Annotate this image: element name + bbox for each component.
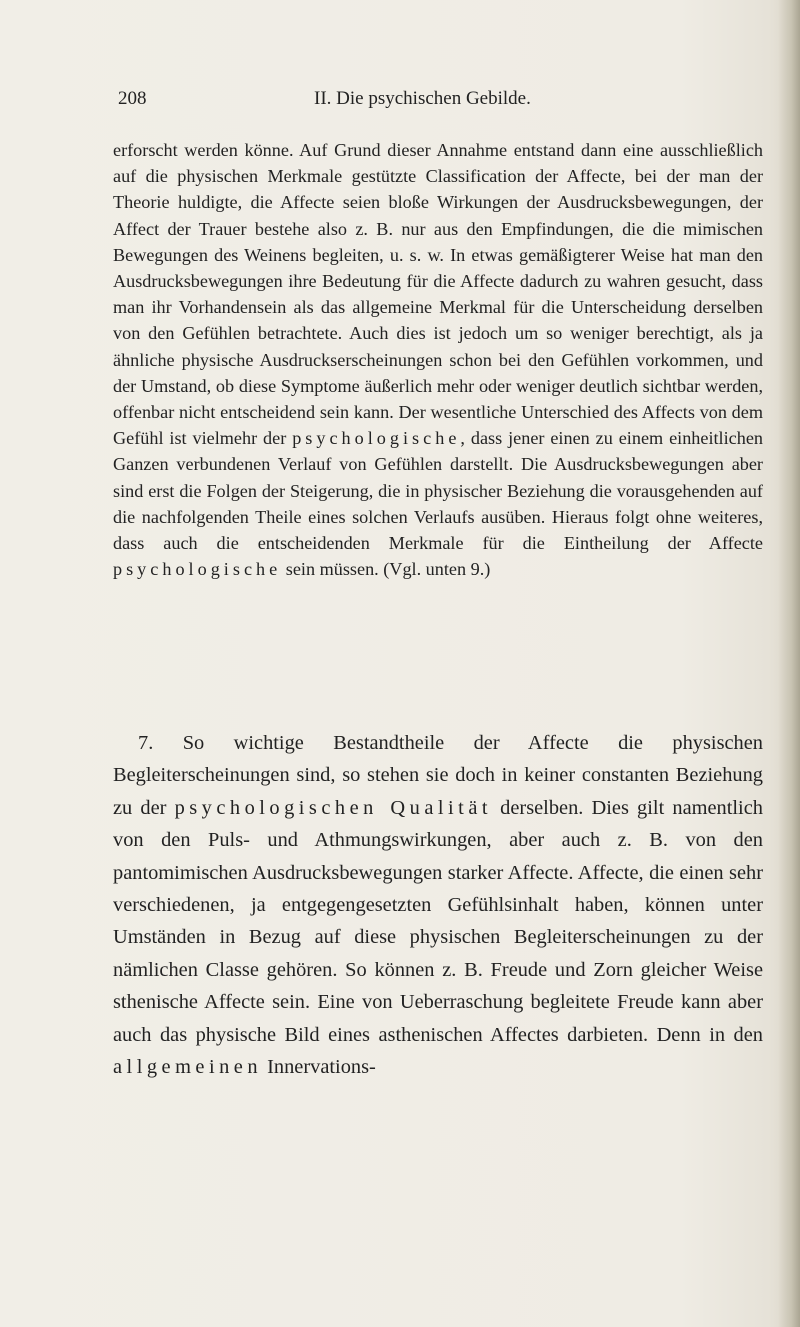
paragraph-1-emphasis-b: psychologische (113, 559, 282, 580)
page-edge-shadow (778, 0, 800, 1327)
page-header (118, 88, 758, 118)
paragraph-1 (113, 137, 763, 582)
paragraph-1-text-c: sein müssen. (Vgl. unten 9.) (285, 559, 491, 580)
paragraph-2 (113, 727, 763, 1083)
page-number: 208 (118, 88, 147, 109)
paragraph-2-emphasis-a: psychologischen Qualität (174, 796, 493, 819)
paragraph-2-text-a: 7. So wichtige Bestandtheile der Affecte die physischen Begleiterscheinungen sind, so stehen sie doch in keiner constanten Beziehung zu der (113, 732, 763, 819)
paragraph-1-text-b: , dass jener einen zu einem einheitlichen Ganzen verbundenen Verlauf von Gefühlen darstellt. Die Ausdrucksbewegungen aber sind erst die Folgen der Steigerung, die in physischer Beziehung die vorausgehenden auf die nachfolgenden Theile eines solchen Verlaufs ausüben. Hieraus folgt ohne weiteres, dass auch die entscheidenden Merkmale für die Eintheilung der Affecte (113, 428, 764, 554)
running-title: II. Die psychischen Gebilde. (314, 88, 531, 109)
paragraph-2-text-b: derselben. Dies gilt namentlich von den Puls- und Athmungswirkungen, aber auch z. B. von den pantomimischen Ausdrucksbewegungen starker Affecte. Affecte, die einen sehr verschiedenen, ja entgegengesetzten Gefühlsinhalt haben, können unter Umständen in Bezug auf diese physischen Begleiterscheinungen zu der nämlichen Classe gehören. So können z. B. Freude und Zorn gleicher Weise sthenische Affecte sein. Eine von Ueberraschung begleitete Freude kann aber auch das physische Bild eines asthenischen Affectes darbieten. Denn in den (113, 796, 763, 1046)
paragraph-2-emphasis-b: allgemeinen (113, 1056, 263, 1079)
paragraph-2-text-c: Innervations- (267, 1056, 376, 1079)
paragraph-1-emphasis-a: psychologische (292, 428, 461, 449)
paragraph-1-text-a: erforscht werden könne. Auf Grund dieser Annahme entstand dann eine ausschließlich auf die physischen Merkmale gestützte Classification der Affecte, bei der man der Theorie huldigte, die Affecte seien bloße Wirkungen der Ausdrucksbewegungen, der Affect der Trauer bestehe also z. B. nur aus den Empfindungen, die die mimischen Bewegungen des Weinens begleiten, u. s. w. In etwas gemäßigterer Weise hat man den Ausdrucksbewegungen ihre Bedeutung für die Affecte dadurch zu wahren gesucht, dass man ihr Vorhandensein als das allgemeine Merkmal für die Unterscheidung derselben von den Gefühlen betrachtete. Auch dies ist jedoch um so weniger berechtigt, als ja ähnliche physische Ausdruckserscheinungen schon bei den Gefühlen vorkommen, und der Umstand, ob diese Symptome äußerlich mehr oder weniger deutlich sichtbar werden, offenbar nicht entscheidend sein kann. Der wesentliche Unterschied des Affects von dem Gefühl ist vielmehr der (113, 140, 763, 449)
